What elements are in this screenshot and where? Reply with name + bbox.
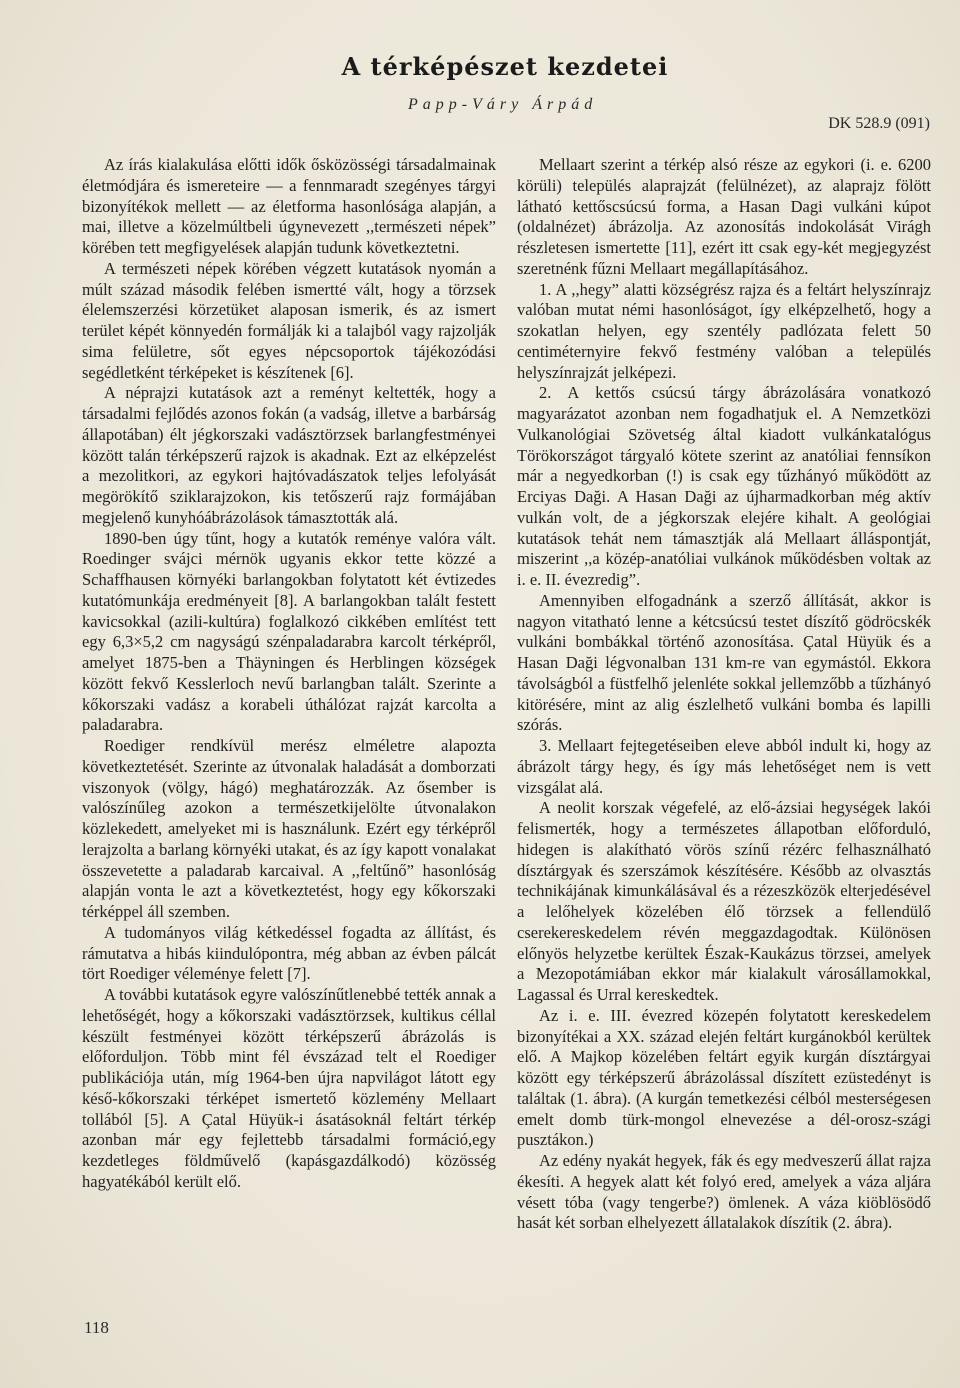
paragraph: Mellaart szerint a térkép alsó része az egykori (i. e. 6200 körüli) település alaprajzát (felülnézet), az alaprajz fölött látható kettőscsúcsú forma, a Hasan Dagi vulkáni kúpot (oldalnézet) ábrázolja. Az azonosítás indokolását Virágh részletesen ismertette [11], ezért itt csak egy-két megjegyzést szeretnénk fűzni Mellaart megállapításához. xyxy=(517,155,931,278)
paragraph: A néprajzi kutatások azt a reményt keltették, hogy a társadalmi fejlődés azonos fokán (a vadság, illetve a barbárság állapotában) élt jégkorszaki vadásztörzsek barlangfestményei között talán térképszerű rajzok is akadnak. Ezt az elképzelést a mezolitkori, az egykori hajtóvadászatok teljes lefolyását megörökítő sziklarajzokon, kis tetőszerű rajz formájában megjelenő kunyhóábrázolások támasztották alá. xyxy=(82,383,496,527)
paragraph: Az írás kialakulása előtti idők ősközösségi társadalmainak életmódjára és ismereteire — a fennmaradt szegényes tárgyi bizonyítékok mellett — az életforma hasonlósága alapján, a mai, illetve a közelmúltbeli úgynevezett ,,természeti népek” körében tett megfigyelések alapján tudunk következtetni. xyxy=(82,155,496,257)
paragraph: 2. A kettős csúcsú tárgy ábrázolására vonatkozó magyarázatot azonban nem fogadhatjuk el. A Nemzetközi Vulkanológiai Szövetség által kiadott vulkánkatalógus Törökországot tárgyaló kötete szerint az anatóliai fennsíkon már a negyedkorban (!) is csak egy tűzhányó működött az Erciyas Daği. A Hasan Daği az újharmadkorban még aktív vulkán volt, de a jégkorszak elejére kihalt. A geológiai kutatások tehát nem támasztják alá Mellaart álláspontját, miszerint ,,a közép-anatóliai vulkánok működésben voltak az i. e. II. évezredig”. xyxy=(517,383,931,589)
paragraph: Amennyiben elfogadnánk a szerző állítását, akkor is nagyon vitatható lenne a kétcsúcsú testet díszítő gödröcskék vulkáni bombákkal történő azonosítása. Çatal Hüyük és a Hasan Daği légvonalban 131 km-re van egymástól. Ekkora távolságból a füstfelhő jelenléte sokkal jellemzőbb a tűzhányó kitörésére, mint az alig észlelhető vulkáni bomba és lapilli szórás. xyxy=(517,590,931,735)
paragraph: 1890-ben úgy tűnt, hogy a kutatók reménye valóra vált. Roedinger svájci mérnök ugyanis ekkor tette közzé a Schaffhausen környéki barlangokban folytatott két évtizedes kutatómunkája eredményeit [8]. A barlangokban talált festett kavicsokkal (azili-kultúra) foglalkozó cikkében említést tett egy 6,3×5,2 cm nagyságú szénpaladarabra karcolt térképről, amelyet 1875-ben a Thäyningen és Herblingen községek között fekvő Kesslerloch nevű barlangban talált. Szerinte a kőkorszaki vadász a korabeli úthálózat rajzát karcolta a paladarabra. xyxy=(82,528,496,735)
classification-code: DK 528.9 (091) xyxy=(828,115,930,132)
paragraph: Az i. e. III. évezred közepén folytatott kereskedelem bizonyítékai a XX. század elején feltárt kurgánokból kerültek elő. A Majkop közelében feltárt egyik kurgán dísztárgyai között egy térképszerű ábrázolással díszített ezüstedényt is találtak (1. ábra). (A kurgán temetkezési célból mesterségesen emelt domb türk-mongol elnevezése a dél-orosz-szági pusztákon.) xyxy=(517,1005,931,1150)
paragraph: A további kutatások egyre valószínűtlenebbé tették annak a lehetőségét, hogy a kőkorszaki vadásztörzsek, kultikus céllal készült festményei között térképszerű ábrázolás is előforduljon. Több mint fél évszázad telt el Roediger publikációja után, míg 1964-ben újra napvilágot látott egy késő-kőkorszaki térképet ismertető közlemény Mellaart tollából [5]. A Çatal Hüyük-i ásatásoknál feltárt térkép azonban már egy fejlettebb társadalmi formáció,egy kezdetleges földművelő (kapásgazdálkodó) közösség hagyatékából került elő. xyxy=(82,985,496,1191)
paragraph: Roediger rendkívül merész elméletre alapozta következtetését. Szerinte az útvonalak haladását a domborzati viszonyok (völgy, hágó) meghatározzák. Az ősember is valószínűleg azokon a természetkijelölte útvonalakon közlekedett, amelyeket mi is használunk. Ezért egy térképről lerajzolta a barlang környéki utakat, és az így kapott vonalakat összevetette a paladarab karcaival. A ,,feltűnő” hasonlóság alapján vonta le azt a következtetést, hogy egy kőkorszaki térképpel áll szemben. xyxy=(82,736,496,921)
paragraph: A neolit korszak végefelé, az elő-ázsiai hegységek lakói felismerték, hogy a természetes állapotban előforduló, hidegen is alakítható vörös színű rézérc felhasználható dísztárgyak és szerszámok készítésére. Később az olvasztás technikájának kimunkálásával és a rézeszközök elterjedésével a lelőhelyek közelében élő törzsek a fellendülő cserekereskedelem révén meggazdagodtak. Különösen előnyös helyzetbe kerültek Észak-Kaukázus törzsei, amelyek a Mezopotámiában ekkor már kialakult városállamokkal, Lagassal és Urral kereskedtek. xyxy=(517,798,931,1004)
article-author: Papp-Váry Árpád xyxy=(408,96,598,113)
right-column xyxy=(517,155,931,1234)
paragraph: 1. A ,,hegy” alatti községrész rajza és a feltárt helyszínrajz valóban mutat némi hasonlóságot, így elképzelhető, hogy a szokatlan helyen, egy szentély padlózata felett 50 centiméternyire fekvő festmény valóban a település helyszínrajzát jelképezi. xyxy=(517,279,931,382)
left-column xyxy=(82,155,496,1193)
article-title: A térképészet kezdetei xyxy=(341,52,669,81)
paragraph: A tudományos világ kétkedéssel fogadta az állítást, és rámutatva a hibás kiindulópontra, még abban az évben pálcát tört Roediger véleménye felett [7]. xyxy=(82,922,496,984)
paragraph: Az edény nyakát hegyek, fák és egy medveszerű állat rajza ékesíti. A hegyek alatt két folyó ered, amelyek a váza aljára vésett tóba (vagy tengerbe?) ömlenek. A váza kiöblösödő hasát két sorban elhelyezett állatalakok díszítik (2. ábra). xyxy=(517,1151,931,1233)
paragraph: A természeti népek körében végzett kutatások nyomán a múlt század második felében ismertté vált, hogy a törzsek élelemszerzési körzetüket alaposan ismerik, és az ismert terület képét könnyedén formálják ki a talajból vagy rajzolják sima felületre, sőt egyes népcsoportok tájékozódási segédletként térképeket is készítenek [6]. xyxy=(82,258,496,382)
page-number: 118 xyxy=(84,1318,109,1337)
paragraph: 3. Mellaart fejtegetéseiben eleve abból indult ki, hogy az ábrázolt tárgy hegy, és így más lehetőséget nem is vett vizsgálat alá. xyxy=(517,736,931,797)
